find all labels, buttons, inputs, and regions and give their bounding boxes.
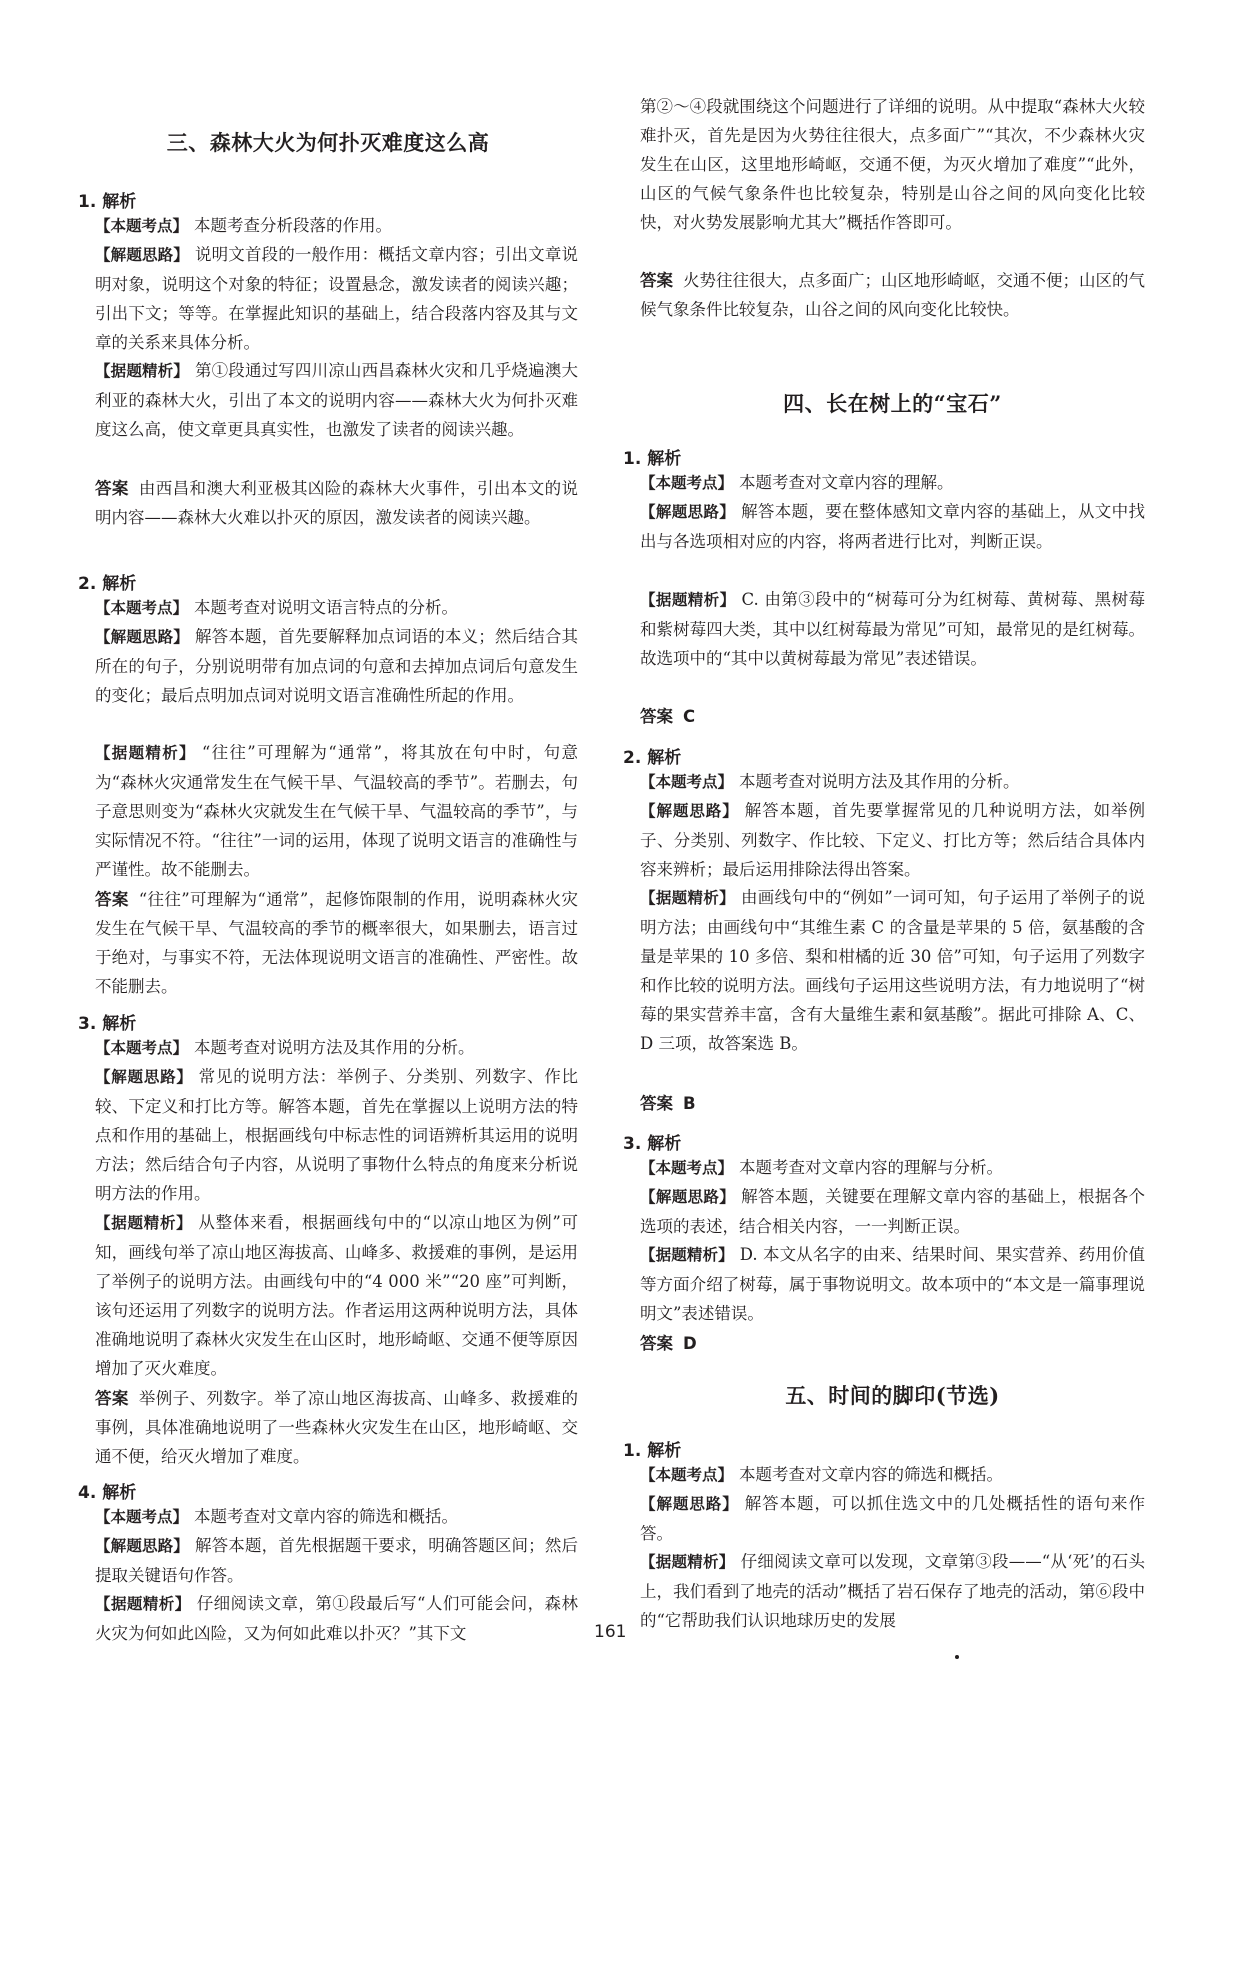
q4-kaodian bbox=[95, 1502, 578, 1532]
silu-tag: 【解题思路】 bbox=[95, 246, 189, 264]
question-1-head: 1. 解析 bbox=[78, 192, 137, 212]
silu-tag: 【解题思路】 bbox=[640, 503, 736, 521]
answer-text: 火势往往很大，点多面广；山区地形崎岖，交通不便；山区的气候气象条件比较复杂，山谷之间的风向变化比较快。 bbox=[640, 271, 1145, 319]
silu-text: 常见的说明方法：举例子、分类别、列数字、作比较、下定义和打比方等。解答本题，首先在掌握以上说明方法的特点和作用的基础上，根据画线句中标志性的词语辨析其运用的说明方法；然后结合句子内容，从说明了事物什么特点的角度来分析说明方法的作用。 bbox=[95, 1067, 578, 1203]
jingxi-tag: 【据题精析】 bbox=[95, 1214, 193, 1232]
q1-silu bbox=[95, 240, 578, 357]
kaodian-text: 本题考查对说明方法及其作用的分析。 bbox=[739, 772, 1020, 791]
jingxi-text: 仔细阅读文章，第①段最后写“人们可能会问，森林火灾为何如此凶险，又为何如此难以扑灭？”其下文 bbox=[95, 1594, 578, 1643]
s4-question-2-head: 2. 解析 bbox=[623, 748, 682, 768]
kaodian-tag: 【本题考点】 bbox=[640, 1466, 734, 1484]
jingxi-tag: 【据题精析】 bbox=[95, 744, 196, 762]
jingxi-text: D. 本文从名字的由来、结果时间、果实营养、药用价值等方面介绍了树莓，属于事物说明文。故本项中的“本文是一篇事理说明文”表述错误。 bbox=[640, 1245, 1145, 1323]
answer-tag: 答案 bbox=[95, 890, 129, 909]
q4-answer bbox=[640, 266, 1145, 324]
q1-answer bbox=[95, 474, 578, 532]
answer-text: “往往”可理解为“通常”，起修饰限制的作用，说明森林火灾发生在气候干旱、气温较高的季节的概率很大，如果删去，语言过于绝对，与事实不符，无法体现说明文语言的准确性、严密性。故不能删去。 bbox=[95, 890, 579, 996]
s4q1-kaodian bbox=[640, 468, 1145, 498]
s4q3-jingxi bbox=[640, 1240, 1145, 1328]
section-title-3: 三、森林大火为何扑灭难度这么高 bbox=[166, 130, 490, 155]
question-2-head: 2. 解析 bbox=[78, 574, 137, 594]
jingxi-text: 仔细阅读文章可以发现，文章第③段——“从‘死’的石头上，我们看到了地壳的活动”概括了岩石保存了地壳的活动，第⑥段中的“它帮助我们认识地球历史的发展 bbox=[640, 1552, 1145, 1630]
s4q1-jingxi bbox=[640, 585, 1145, 673]
kaodian-tag: 【本题考点】 bbox=[640, 1159, 734, 1177]
q3-silu bbox=[95, 1062, 578, 1208]
kaodian-tag: 【本题考点】 bbox=[95, 1508, 189, 1526]
kaodian-text: 本题考查对文章内容的理解。 bbox=[739, 473, 954, 492]
s4q3-kaodian bbox=[640, 1153, 1145, 1183]
silu-tag: 【解题思路】 bbox=[95, 1537, 189, 1555]
jingxi-text: “往往”可理解为“通常”，将其放在句中时，句意为“森林火灾通常发生在气候干旱、气温较高的季节”。若删去，句子意思则变为“森林火灾就发生在气候干旱、气温较高的季节”，与实际情况不符。“往往”一词的运用，体现了说明文语言的准确性与严谨性。故不能删去。 bbox=[95, 743, 578, 879]
q4-jingxi bbox=[95, 1589, 578, 1648]
jingxi-tag: 【据题精析】 bbox=[640, 591, 736, 609]
jingxi-text: 从整体来看，根据画线句中的“以凉山地区为例”可知，画线句举了凉山地区海拔高、山峰多、救援难的事例，是运用了举例子的说明方法。由画线句中的“4 000 米”“20 座”可判断，该句还运用了列数字的说明方法。作者运用这两种说明方法，具体准确地说明了森林火灾发生在山区时，地形崎岖、交通不便等原因增加了灭火难度。 bbox=[95, 1213, 578, 1378]
jingxi-tag: 【据题精析】 bbox=[95, 1595, 191, 1613]
section-title-5: 五、时间的脚印(节选) bbox=[785, 1383, 1000, 1408]
answer-text: 举例子、列数字。举了凉山地区海拔高、山峰多、救援难的事例，具体准确地说明了一些森林火灾发生在山区，地形崎岖、交通不便，给灭火增加了难度。 bbox=[95, 1389, 579, 1466]
q3-answer bbox=[95, 1384, 578, 1471]
q1-kaodian bbox=[95, 211, 578, 241]
silu-text: 说明文首段的一般作用：概括文章内容；引出文章说明对象，说明这个对象的特征；设置悬念，激发读者的阅读兴趣；引出下文；等等。在掌握此知识的基础上，结合段落内容及其与文章的关系来具体分析。 bbox=[95, 245, 578, 352]
q2-silu bbox=[95, 622, 578, 710]
jingxi-tag: 【据题精析】 bbox=[95, 362, 189, 380]
page-number: 161 bbox=[594, 1622, 627, 1642]
jingxi-tag: 【据题精析】 bbox=[640, 889, 735, 907]
answer-letter: C bbox=[683, 707, 696, 726]
page-dot bbox=[955, 1655, 959, 1659]
answer-tag: 答案 bbox=[95, 1389, 129, 1408]
section-title-4: 四、长在树上的“宝石” bbox=[783, 391, 1002, 416]
kaodian-text: 本题考查分析段落的作用。 bbox=[194, 216, 393, 235]
kaodian-tag: 【本题考点】 bbox=[640, 773, 734, 791]
answer-letter: D bbox=[683, 1334, 697, 1353]
s4q2-silu bbox=[640, 796, 1145, 884]
q2-kaodian bbox=[95, 593, 578, 623]
silu-text: 解答本题，可以抓住选文中的几处概括性的语句来作答。 bbox=[640, 1494, 1145, 1543]
silu-text: 解答本题，关键要在理解文章内容的基础上，根据各个选项的表述，结合相关内容，一一判断正误。 bbox=[640, 1187, 1145, 1236]
s4q2-answer bbox=[640, 1089, 1145, 1118]
kaodian-tag: 【本题考点】 bbox=[95, 599, 189, 617]
s4q3-silu bbox=[640, 1182, 1145, 1241]
s5q1-jingxi bbox=[640, 1547, 1145, 1635]
kaodian-text: 本题考查对说明文语言特点的分析。 bbox=[194, 598, 459, 617]
question-4-head: 4. 解析 bbox=[78, 1483, 137, 1503]
s4q1-silu bbox=[640, 497, 1145, 556]
question-3-head: 3. 解析 bbox=[78, 1014, 137, 1034]
s5-question-1-head: 1. 解析 bbox=[623, 1441, 682, 1461]
silu-tag: 【解题思路】 bbox=[95, 628, 189, 646]
s4q2-kaodian bbox=[640, 767, 1145, 797]
s4-question-3-head: 3. 解析 bbox=[623, 1134, 682, 1154]
q1-jingxi bbox=[95, 356, 578, 444]
kaodian-text: 本题考查对说明方法及其作用的分析。 bbox=[194, 1038, 475, 1057]
jingxi-text: 第①段通过写四川凉山西昌森林火灾和几乎烧遍澳大利亚的森林大火，引出了本文的说明内容——森林大火为何扑灭难度这么高，使文章更具真实性，也激发了读者的阅读兴趣。 bbox=[95, 361, 578, 439]
answer-tag: 答案 bbox=[640, 271, 673, 290]
silu-tag: 【解题思路】 bbox=[640, 1495, 739, 1513]
kaodian-text: 本题考查对文章内容的筛选和概括。 bbox=[194, 1507, 459, 1526]
q2-answer bbox=[95, 885, 578, 1001]
s4-question-1-head: 1. 解析 bbox=[623, 449, 682, 469]
jingxi-text: 由画线句中的“例如”一词可知，句子运用了举例子的说明方法；由画线句中“其维生素 C 的含量是苹果的 5 倍，氨基酸的含量是苹果的 10 多倍、梨和柑橘的近 30 倍”可知，句子运用了列数字和作比较的说明方法。画线句子运用这些说明方法，有力地说明了“树莓的果实营养丰富，含有大量维生素和氨基酸”。据此可排除 A、C、D 三项，故答案选 B。 bbox=[640, 888, 1145, 1053]
answer-tag: 答案 bbox=[640, 707, 673, 726]
silu-text: 解答本题，首先要解释加点词语的本义；然后结合其所在的句子，分别说明带有加点词的句意和去掉加点词后句意发生的变化；最后点明加点词对说明文语言准确性所起的作用。 bbox=[95, 627, 578, 705]
jingxi-tag: 【据题精析】 bbox=[640, 1553, 735, 1571]
silu-tag: 【解题思路】 bbox=[640, 1188, 736, 1206]
answer-tag: 答案 bbox=[640, 1094, 673, 1113]
silu-tag: 【解题思路】 bbox=[95, 1068, 193, 1086]
s5q1-kaodian bbox=[640, 1460, 1145, 1490]
kaodian-text: 本题考查对文章内容的理解与分析。 bbox=[739, 1158, 1004, 1177]
kaodian-tag: 【本题考点】 bbox=[95, 1039, 189, 1057]
s4q2-jingxi bbox=[640, 883, 1145, 1058]
kaodian-tag: 【本题考点】 bbox=[95, 217, 189, 235]
s5q1-silu bbox=[640, 1489, 1145, 1548]
kaodian-tag: 【本题考点】 bbox=[640, 474, 734, 492]
answer-tag: 答案 bbox=[640, 1334, 673, 1353]
s4q1-answer bbox=[640, 702, 1145, 731]
jingxi-tag: 【据题精析】 bbox=[640, 1246, 734, 1264]
answer-tag: 答案 bbox=[95, 479, 129, 498]
q3-kaodian bbox=[95, 1033, 578, 1063]
kaodian-text: 本题考查对文章内容的筛选和概括。 bbox=[739, 1465, 1004, 1484]
answer-letter: B bbox=[683, 1094, 696, 1113]
silu-text: 解答本题，首先要掌握常见的几种说明方法，如举例子、分类别、列数字、作比较、下定义、打比方等；然后结合具体内容来辨析；最后运用排除法得出答案。 bbox=[640, 801, 1145, 879]
q4-continuation: 第②～④段就围绕这个问题进行了详细的说明。从中提取“森林大火较难扑灭，首先是因为火势往往很大，点多面广”“其次，不少森林火灾发生在山区，这里地形崎岖，交通不便，为灭火增加了难度”“此外，山区的气候气象条件也比较复杂，特别是山谷之间的风向变化比较快，对火势发展影响尤其大”概括作答即可。 bbox=[640, 97, 1145, 232]
silu-text: 解答本题，首先根据题干要求，明确答题区间；然后提取关键语句作答。 bbox=[95, 1536, 578, 1585]
q2-jingxi bbox=[95, 738, 578, 884]
q3-jingxi bbox=[95, 1208, 578, 1383]
q4-silu bbox=[95, 1531, 578, 1590]
silu-tag: 【解题思路】 bbox=[640, 802, 739, 820]
answer-text: 由西昌和澳大利亚极其凶险的森林大火事件，引出本文的说明内容——森林大火难以扑灭的原因，激发读者的阅读兴趣。 bbox=[95, 479, 579, 527]
s4q3-answer bbox=[640, 1329, 1145, 1358]
jingxi-text: C. 由第③段中的“树莓可分为红树莓、黄树莓、黑树莓和紫树莓四大类，其中以红树莓最为常见”可知，最常见的是红树莓。故选项中的“其中以黄树莓最为常见”表述错误。 bbox=[640, 590, 1145, 668]
silu-text: 解答本题，要在整体感知文章内容的基础上，从文中找出与各选项相对应的内容，将两者进行比对，判断正误。 bbox=[640, 502, 1145, 551]
